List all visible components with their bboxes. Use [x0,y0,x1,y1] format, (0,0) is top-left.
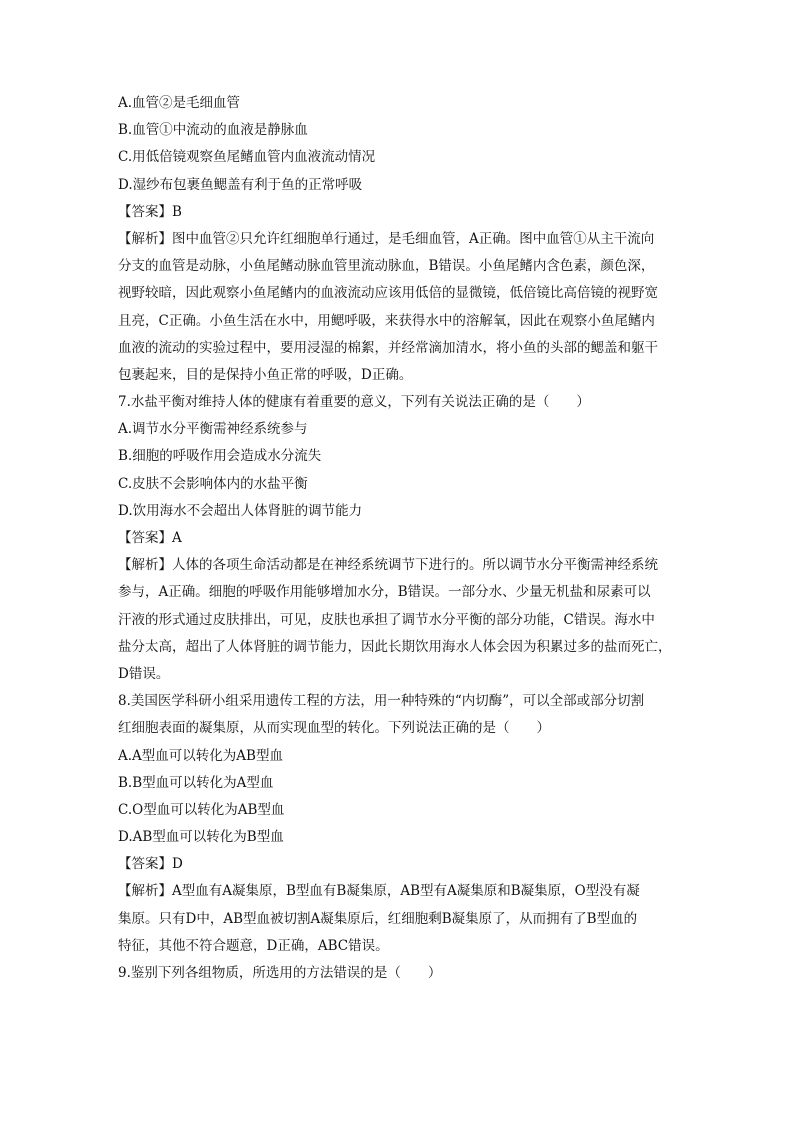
question-stem: 红细胞表面的凝集原，从而实现血型的转化。下列说法正确的是（ ） [118,720,550,737]
analysis-line: 且亮，C正确。小鱼生活在水中，用鳃呼吸，来获得水中的溶解氧，因此在观察小鱼尾鳍内 [118,312,655,329]
option-c: C.皮肤不会影响体内的水盐平衡 [118,475,308,492]
option-d: D.AB型血可以转化为B型血 [118,829,284,846]
option-b: B.B型血可以转化为A型血 [118,774,274,791]
analysis-line: 血液的流动的实验过程中，要用浸湿的棉絮，并经常滴加清水，将小鱼的头部的鳃盖和躯干 [118,339,658,356]
document-page [118,90,680,987]
analysis-paragraph [118,878,680,960]
analysis-paragraph [118,226,680,389]
analysis-line: 【解析】图中血管②只允许红细胞单行通过，是毛细血管，A正确。图中血管①从主干流向 [118,230,655,247]
question-stem: 8.美国医学科研小组采用遗传工程的方法，用一种特殊的“内切酶”，可以全部或部分切割 [118,693,645,710]
analysis-paragraph [118,552,680,688]
analysis-line: 包裹起来，目的是保持小鱼正常的呼吸，D正确。 [118,366,413,383]
analysis-line: 集原。只有D中，AB型血被切割A凝集原后，红细胞剩B凝集原了，从而拥有了B型血的 [118,910,638,927]
option-a: A.A型血可以转化为AB型血 [118,747,283,764]
option-b: B.细胞的呼吸作用会造成水分流失 [118,448,322,465]
analysis-line: 视野较暗，因此观察小鱼尾鳍内的血液流动应该用低倍的显微镜，低倍镜比高倍镜的视野宽 [118,285,658,302]
option-b: B.血管①中流动的血液是静脉血 [118,122,308,139]
answer-label: 【答案】D [118,856,183,873]
question-6 [118,90,680,389]
option-c: C.用低倍镜观察鱼尾鳍血管内血液流动情况 [118,149,376,166]
question-stem: 7.水盐平衡对维持人体的健康有着重要的意义，下列有关说法正确的是（ ） [118,394,590,411]
answer-label: 【答案】B [118,203,182,220]
analysis-line: D错误。 [118,665,170,682]
question-7 [118,389,680,688]
option-a: A.血管②是毛细血管 [118,95,241,111]
option-c: C.O型血可以转化为AB型血 [118,801,285,818]
option-d: D.湿纱布包裹鱼鳃盖有利于鱼的正常呼吸 [118,176,363,193]
analysis-line: 参与，A正确。细胞的呼吸作用能够增加水分，B错误。一部分水、少量无机盐和尿素可以 [118,584,651,601]
question-9 [118,960,680,987]
question-stem: 9.鉴别下列各组物质，所选用的方法错误的是（ ） [118,965,442,981]
answer-label: 【答案】A [118,530,182,546]
analysis-line: 汗液的形式通过皮肤排出，可见，皮肤也承担了调节水分平衡的部分功能，C错误。海水中 [118,611,655,628]
analysis-line: 分支的血管是动脉，小鱼尾鳍动脉血管里流动脉血，B错误。小鱼尾鳍内含色素，颜色深， [118,258,655,275]
option-a: A.调节水分平衡需神经系统参与 [118,421,308,438]
analysis-line: 【解析】A型血有A凝集原，B型血有B凝集原，AB型有A凝集原和B凝集原，O型没有凝 [118,883,640,900]
option-d: D.饮用海水不会超出人体肾脏的调节能力 [118,502,363,519]
analysis-line: 【解析】人体的各项生命活动都是在神经系统调节下进行的。所以调节水分平衡需神经系统 [118,557,658,574]
analysis-line: 特征，其他不符合题意，D正确，ABC错误。 [118,937,389,954]
analysis-line: 盐分太高，超出了人体肾脏的调节能力，因此长期饮用海水人体会因为积累过多的盐而死亡， [118,638,672,655]
question-8 [118,688,680,960]
